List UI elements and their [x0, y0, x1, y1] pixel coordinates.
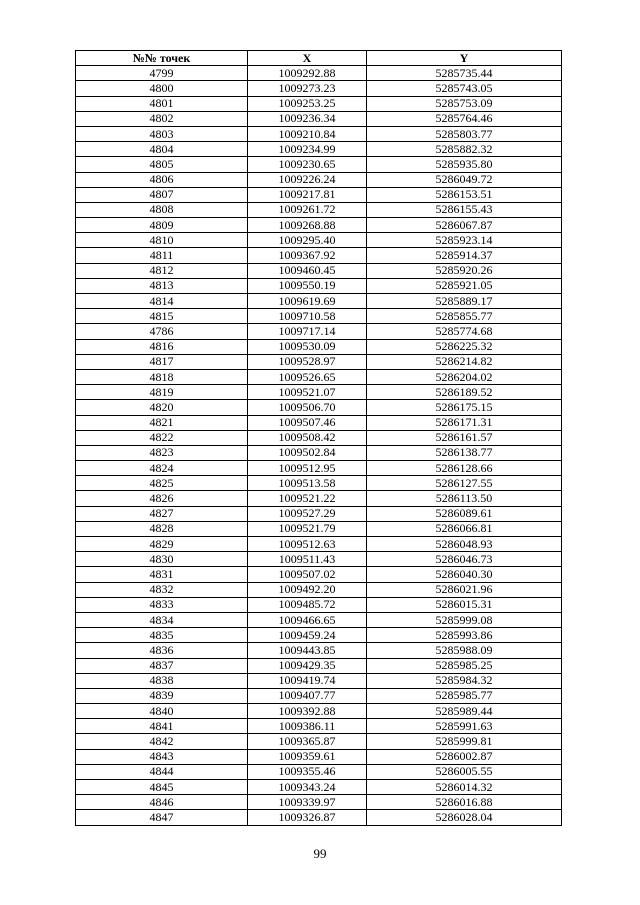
point-number-cell: 4814 [76, 294, 248, 309]
point-number-cell: 4829 [76, 537, 248, 552]
x-coordinate-cell: 1009506.70 [248, 400, 367, 415]
point-number-cell: 4819 [76, 385, 248, 400]
x-coordinate-cell: 1009619.69 [248, 294, 367, 309]
table-row [76, 476, 562, 491]
y-coordinate-cell: 5286014.32 [367, 780, 562, 795]
point-number-cell: 4834 [76, 612, 248, 627]
table-row [76, 233, 562, 248]
x-coordinate-cell: 1009343.24 [248, 780, 367, 795]
table-row [76, 658, 562, 673]
table-row [76, 688, 562, 703]
point-number-cell: 4786 [76, 324, 248, 339]
point-number-cell: 4805 [76, 157, 248, 172]
table-row [76, 430, 562, 445]
point-number-cell: 4845 [76, 780, 248, 795]
y-coordinate-cell: 5286128.66 [367, 461, 562, 476]
x-coordinate-cell: 1009526.65 [248, 369, 367, 384]
table-row [76, 491, 562, 506]
y-coordinate-cell: 5285803.77 [367, 126, 562, 141]
table-row [76, 461, 562, 476]
y-coordinate-cell: 5286066.81 [367, 521, 562, 536]
y-coordinate-cell: 5286225.32 [367, 339, 562, 354]
y-coordinate-cell: 5285882.32 [367, 142, 562, 157]
table-row [76, 628, 562, 643]
x-coordinate-cell: 1009530.09 [248, 339, 367, 354]
y-coordinate-cell: 5286161.57 [367, 430, 562, 445]
table-row [76, 278, 562, 293]
point-number-cell: 4839 [76, 688, 248, 703]
table-row [76, 385, 562, 400]
x-coordinate-cell: 1009460.45 [248, 263, 367, 278]
y-coordinate-cell: 5286214.82 [367, 354, 562, 369]
table-row [76, 643, 562, 658]
x-coordinate-cell: 1009466.65 [248, 612, 367, 627]
y-coordinate-cell: 5286113.50 [367, 491, 562, 506]
y-coordinate-cell: 5286204.02 [367, 369, 562, 384]
y-coordinate-cell: 5285999.81 [367, 734, 562, 749]
x-coordinate-cell: 1009513.58 [248, 476, 367, 491]
table-row [76, 704, 562, 719]
x-coordinate-cell: 1009508.42 [248, 430, 367, 445]
point-number-cell: 4816 [76, 339, 248, 354]
point-number-cell: 4825 [76, 476, 248, 491]
x-coordinate-cell: 1009386.11 [248, 719, 367, 734]
point-number-cell: 4836 [76, 643, 248, 658]
x-coordinate-cell: 1009507.46 [248, 415, 367, 430]
x-coordinate-cell: 1009527.29 [248, 506, 367, 521]
x-coordinate-cell: 1009392.88 [248, 704, 367, 719]
x-coordinate-cell: 1009710.58 [248, 309, 367, 324]
point-number-cell: 4832 [76, 582, 248, 597]
x-coordinate-cell: 1009550.19 [248, 278, 367, 293]
x-coordinate-cell: 1009367.92 [248, 248, 367, 263]
table-row [76, 81, 562, 96]
table-row [76, 339, 562, 354]
table-row [76, 567, 562, 582]
point-number-cell: 4847 [76, 810, 248, 825]
table-row [76, 111, 562, 126]
point-number-cell: 4838 [76, 673, 248, 688]
table-row [76, 719, 562, 734]
table-row [76, 309, 562, 324]
y-coordinate-cell: 5286016.88 [367, 795, 562, 810]
table-row [76, 126, 562, 141]
point-number-cell: 4844 [76, 764, 248, 779]
x-coordinate-cell: 1009355.46 [248, 764, 367, 779]
table-row [76, 445, 562, 460]
point-number-cell: 4827 [76, 506, 248, 521]
table-row [76, 749, 562, 764]
x-coordinate-cell: 1009507.02 [248, 567, 367, 582]
y-coordinate-cell: 5286138.77 [367, 445, 562, 460]
y-coordinate-cell: 5285774.68 [367, 324, 562, 339]
point-number-cell: 4835 [76, 628, 248, 643]
column-header-x: X [248, 51, 367, 66]
column-header-point-number: №№ точек [76, 51, 248, 66]
y-coordinate-cell: 5286021.96 [367, 582, 562, 597]
table-row [76, 612, 562, 627]
x-coordinate-cell: 1009521.79 [248, 521, 367, 536]
point-number-cell: 4840 [76, 704, 248, 719]
table-row [76, 263, 562, 278]
x-coordinate-cell: 1009512.95 [248, 461, 367, 476]
x-coordinate-cell: 1009210.84 [248, 126, 367, 141]
x-coordinate-cell: 1009485.72 [248, 597, 367, 612]
point-number-cell: 4808 [76, 202, 248, 217]
x-coordinate-cell: 1009292.88 [248, 66, 367, 81]
point-number-cell: 4809 [76, 218, 248, 233]
x-coordinate-cell: 1009502.84 [248, 445, 367, 460]
y-coordinate-cell: 5285988.09 [367, 643, 562, 658]
point-number-cell: 4802 [76, 111, 248, 126]
y-coordinate-cell: 5286089.61 [367, 506, 562, 521]
table-row [76, 810, 562, 825]
point-number-cell: 4842 [76, 734, 248, 749]
point-number-cell: 4841 [76, 719, 248, 734]
table-row [76, 400, 562, 415]
x-coordinate-cell: 1009717.14 [248, 324, 367, 339]
y-coordinate-cell: 5285855.77 [367, 309, 562, 324]
y-coordinate-cell: 5286155.43 [367, 202, 562, 217]
table-row [76, 202, 562, 217]
x-coordinate-cell: 1009459.24 [248, 628, 367, 643]
point-number-cell: 4807 [76, 187, 248, 202]
x-coordinate-cell: 1009273.23 [248, 81, 367, 96]
coordinates-table [75, 50, 562, 826]
table-row [76, 324, 562, 339]
y-coordinate-cell: 5285921.05 [367, 278, 562, 293]
point-number-cell: 4810 [76, 233, 248, 248]
table-row [76, 780, 562, 795]
page-number: 99 [313, 846, 327, 861]
point-number-cell: 4812 [76, 263, 248, 278]
point-number-cell: 4800 [76, 81, 248, 96]
y-coordinate-cell: 5285999.08 [367, 612, 562, 627]
y-coordinate-cell: 5285985.77 [367, 688, 562, 703]
point-number-cell: 4818 [76, 369, 248, 384]
table-row [76, 66, 562, 81]
x-coordinate-cell: 1009528.97 [248, 354, 367, 369]
point-number-cell: 4799 [76, 66, 248, 81]
y-coordinate-cell: 5286046.73 [367, 552, 562, 567]
y-coordinate-cell: 5286005.55 [367, 764, 562, 779]
y-coordinate-cell: 5286189.52 [367, 385, 562, 400]
x-coordinate-cell: 1009230.65 [248, 157, 367, 172]
y-coordinate-cell: 5285889.17 [367, 294, 562, 309]
y-coordinate-cell: 5285935.80 [367, 157, 562, 172]
table-row [76, 597, 562, 612]
x-coordinate-cell: 1009261.72 [248, 202, 367, 217]
y-coordinate-cell: 5285993.86 [367, 628, 562, 643]
x-coordinate-cell: 1009419.74 [248, 673, 367, 688]
x-coordinate-cell: 1009226.24 [248, 172, 367, 187]
x-coordinate-cell: 1009511.43 [248, 552, 367, 567]
table-row [76, 734, 562, 749]
y-coordinate-cell: 5285984.32 [367, 673, 562, 688]
point-number-cell: 4806 [76, 172, 248, 187]
point-number-cell: 4817 [76, 354, 248, 369]
x-coordinate-cell: 1009268.88 [248, 218, 367, 233]
y-coordinate-cell: 5286067.87 [367, 218, 562, 233]
x-coordinate-cell: 1009521.07 [248, 385, 367, 400]
point-number-cell: 4822 [76, 430, 248, 445]
x-coordinate-cell: 1009365.87 [248, 734, 367, 749]
x-coordinate-cell: 1009443.85 [248, 643, 367, 658]
point-number-cell: 4821 [76, 415, 248, 430]
point-number-cell: 4846 [76, 795, 248, 810]
table-row [76, 795, 562, 810]
point-number-cell: 4811 [76, 248, 248, 263]
point-number-cell: 4804 [76, 142, 248, 157]
y-coordinate-cell: 5286153.51 [367, 187, 562, 202]
point-number-cell: 4820 [76, 400, 248, 415]
table-row [76, 764, 562, 779]
table-row [76, 369, 562, 384]
table-row [76, 142, 562, 157]
point-number-cell: 4813 [76, 278, 248, 293]
point-number-cell: 4823 [76, 445, 248, 460]
table-row [76, 537, 562, 552]
table-row [76, 415, 562, 430]
x-coordinate-cell: 1009512.63 [248, 537, 367, 552]
x-coordinate-cell: 1009234.99 [248, 142, 367, 157]
y-coordinate-cell: 5285735.44 [367, 66, 562, 81]
x-coordinate-cell: 1009326.87 [248, 810, 367, 825]
x-coordinate-cell: 1009359.61 [248, 749, 367, 764]
y-coordinate-cell: 5286049.72 [367, 172, 562, 187]
x-coordinate-cell: 1009295.40 [248, 233, 367, 248]
y-coordinate-cell: 5285914.37 [367, 248, 562, 263]
y-coordinate-cell: 5285923.14 [367, 233, 562, 248]
x-coordinate-cell: 1009236.34 [248, 111, 367, 126]
table-row [76, 521, 562, 536]
point-number-cell: 4830 [76, 552, 248, 567]
table-row [76, 506, 562, 521]
y-coordinate-cell: 5286040.30 [367, 567, 562, 582]
y-coordinate-cell: 5285991.63 [367, 719, 562, 734]
x-coordinate-cell: 1009429.35 [248, 658, 367, 673]
table-row [76, 673, 562, 688]
point-number-cell: 4837 [76, 658, 248, 673]
y-coordinate-cell: 5285989.44 [367, 704, 562, 719]
y-coordinate-cell: 5286048.93 [367, 537, 562, 552]
y-coordinate-cell: 5285753.09 [367, 96, 562, 111]
x-coordinate-cell: 1009339.97 [248, 795, 367, 810]
table-row [76, 218, 562, 233]
column-header-y: Y [367, 51, 562, 66]
point-number-cell: 4815 [76, 309, 248, 324]
y-coordinate-cell: 5286171.31 [367, 415, 562, 430]
y-coordinate-cell: 5286002.87 [367, 749, 562, 764]
y-coordinate-cell: 5285985.25 [367, 658, 562, 673]
point-number-cell: 4801 [76, 96, 248, 111]
table-row [76, 248, 562, 263]
y-coordinate-cell: 5286028.04 [367, 810, 562, 825]
x-coordinate-cell: 1009253.25 [248, 96, 367, 111]
y-coordinate-cell: 5285743.05 [367, 81, 562, 96]
point-number-cell: 4826 [76, 491, 248, 506]
table-row [76, 157, 562, 172]
point-number-cell: 4833 [76, 597, 248, 612]
y-coordinate-cell: 5286127.55 [367, 476, 562, 491]
table-row [76, 187, 562, 202]
table-header-row [76, 51, 562, 66]
y-coordinate-cell: 5286175.15 [367, 400, 562, 415]
point-number-cell: 4831 [76, 567, 248, 582]
y-coordinate-cell: 5285764.46 [367, 111, 562, 126]
table-row [76, 582, 562, 597]
point-number-cell: 4803 [76, 126, 248, 141]
x-coordinate-cell: 1009217.81 [248, 187, 367, 202]
y-coordinate-cell: 5285920.26 [367, 263, 562, 278]
x-coordinate-cell: 1009492.20 [248, 582, 367, 597]
point-number-cell: 4828 [76, 521, 248, 536]
table-row [76, 552, 562, 567]
table-row [76, 294, 562, 309]
table-row [76, 172, 562, 187]
y-coordinate-cell: 5286015.31 [367, 597, 562, 612]
point-number-cell: 4843 [76, 749, 248, 764]
x-coordinate-cell: 1009521.22 [248, 491, 367, 506]
table-body [76, 66, 562, 825]
x-coordinate-cell: 1009407.77 [248, 688, 367, 703]
table-row [76, 354, 562, 369]
point-number-cell: 4824 [76, 461, 248, 476]
table-row [76, 96, 562, 111]
